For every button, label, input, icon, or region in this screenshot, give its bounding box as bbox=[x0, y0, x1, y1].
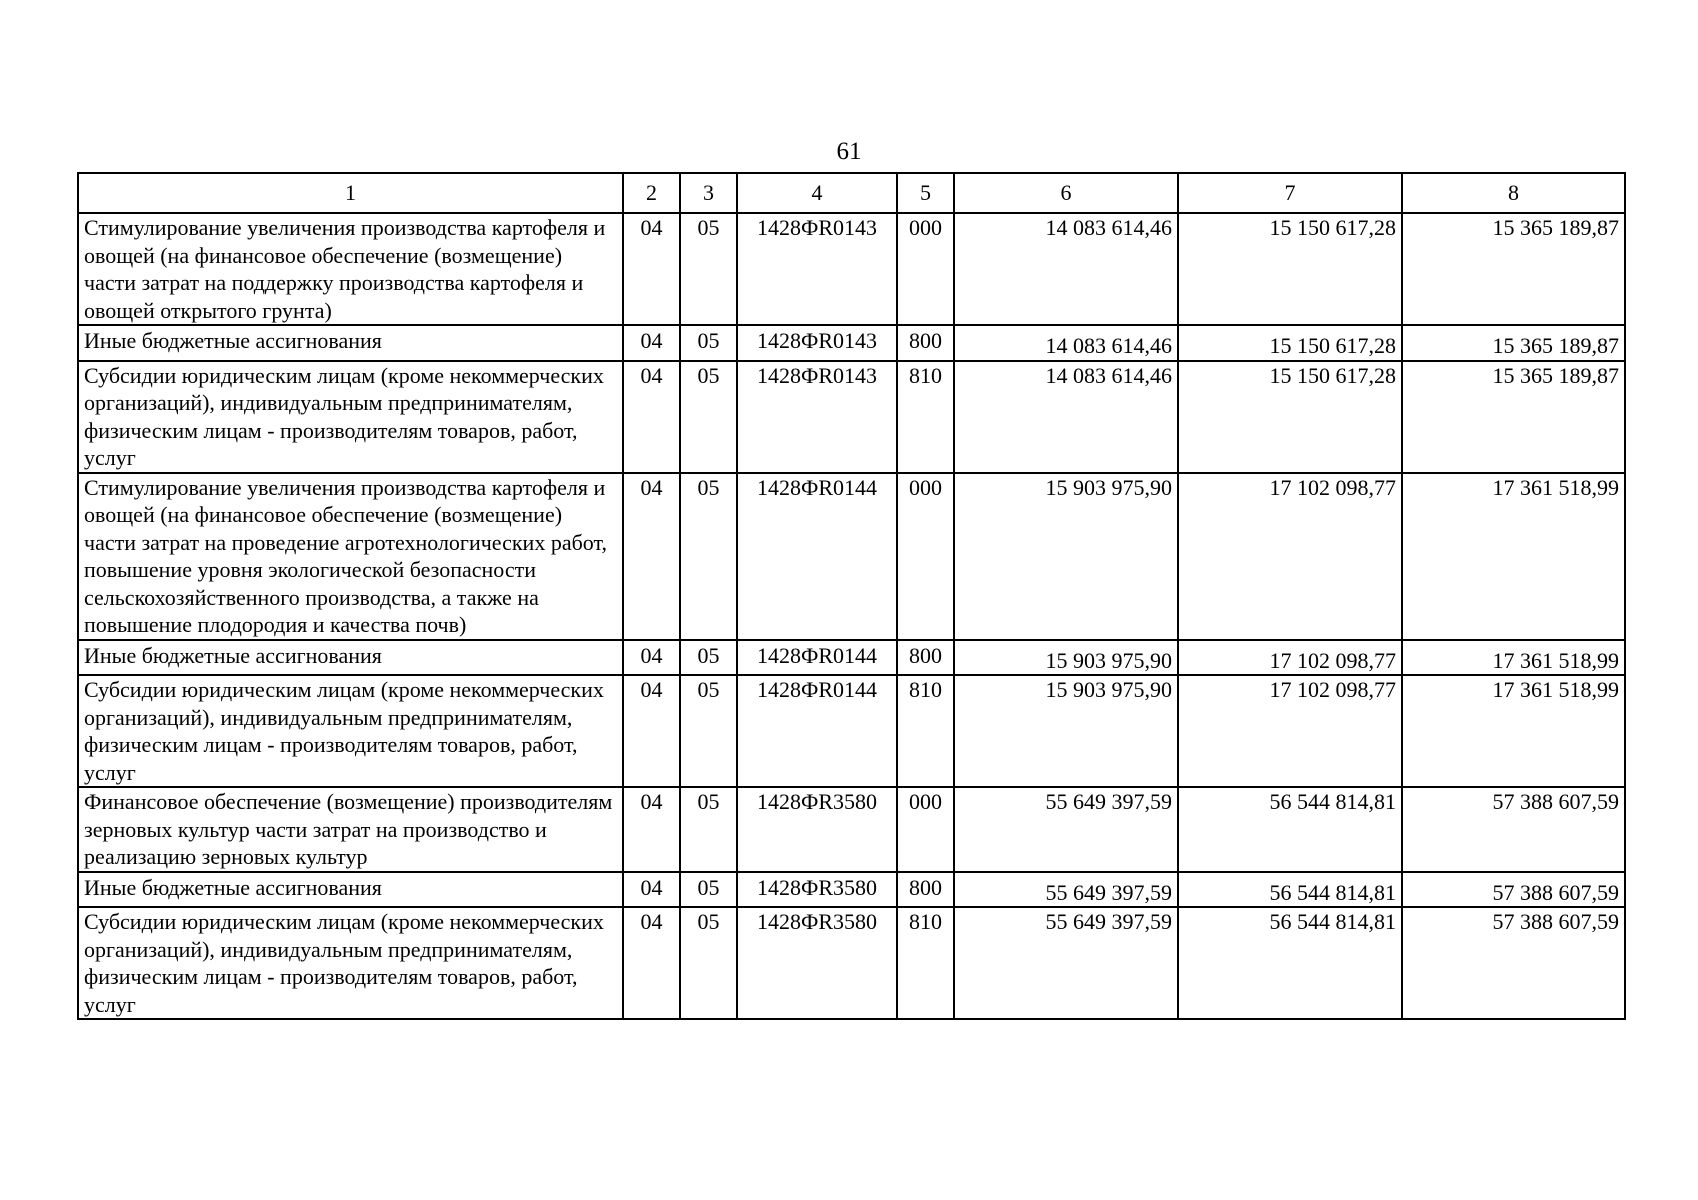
row-subsection: 05 bbox=[680, 361, 737, 473]
row-target-code: 1428ФR0144 bbox=[737, 473, 897, 640]
row-target-code: 1428ФR0144 bbox=[737, 675, 897, 787]
row-name: Иные бюджетные ассигнования bbox=[78, 872, 623, 908]
column-header-4: 4 bbox=[737, 173, 897, 213]
row-subsection: 05 bbox=[680, 473, 737, 640]
row-name: Иные бюджетные ассигнования bbox=[78, 640, 623, 676]
row-subsection: 05 bbox=[680, 907, 737, 1019]
row-amount-8: 57 388 607,59 bbox=[1402, 872, 1625, 908]
row-target-code: 1428ФR0143 bbox=[737, 325, 897, 361]
table-row bbox=[78, 361, 1625, 473]
row-section: 04 bbox=[623, 675, 680, 787]
row-amount-6: 15 903 975,90 bbox=[954, 473, 1178, 640]
row-amount-6: 14 083 614,46 bbox=[954, 325, 1178, 361]
column-header-5: 5 bbox=[897, 173, 954, 213]
row-amount-8: 15 365 189,87 bbox=[1402, 361, 1625, 473]
table-row bbox=[78, 907, 1625, 1019]
row-amount-7: 15 150 617,28 bbox=[1178, 213, 1402, 325]
row-amount-6: 15 903 975,90 bbox=[954, 640, 1178, 676]
row-subsection: 05 bbox=[680, 872, 737, 908]
row-amount-8: 15 365 189,87 bbox=[1402, 213, 1625, 325]
row-section: 04 bbox=[623, 361, 680, 473]
table-row bbox=[78, 213, 1625, 325]
row-name: Субсидии юридическим лицам (кроме некоммерческих организаций), индивидуальным предпринимателям, физическим лицам - производителям товаров, работ, услуг bbox=[78, 907, 623, 1019]
page-number: 61 bbox=[836, 138, 862, 165]
table-row bbox=[78, 640, 1625, 676]
row-name: Стимулирование увеличения производства картофеля и овощей (на финансовое обеспечение (возмещение) части затрат на проведение агротехнологических работ, повышение уровня экологической безопасности сельскохозяйственного производства, а также на повышение плодородия и качества почв) bbox=[78, 473, 623, 640]
column-header-8: 8 bbox=[1402, 173, 1625, 213]
header-row bbox=[78, 173, 1625, 213]
row-name: Субсидии юридическим лицам (кроме некоммерческих организаций), индивидуальным предпринимателям, физическим лицам - производителям товаров, работ, услуг bbox=[78, 361, 623, 473]
row-name: Иные бюджетные ассигнования bbox=[78, 325, 623, 361]
row-amount-8: 17 361 518,99 bbox=[1402, 640, 1625, 676]
row-expense-type: 000 bbox=[897, 213, 954, 325]
row-amount-7: 17 102 098,77 bbox=[1178, 640, 1402, 676]
row-expense-type: 800 bbox=[897, 325, 954, 361]
row-amount-8: 17 361 518,99 bbox=[1402, 473, 1625, 640]
row-amount-6: 55 649 397,59 bbox=[954, 907, 1178, 1019]
table-row bbox=[78, 473, 1625, 640]
row-section: 04 bbox=[623, 787, 680, 872]
row-expense-type: 810 bbox=[897, 907, 954, 1019]
row-target-code: 1428ФR0143 bbox=[737, 213, 897, 325]
row-amount-7: 15 150 617,28 bbox=[1178, 361, 1402, 473]
table-row bbox=[78, 872, 1625, 908]
column-header-6: 6 bbox=[954, 173, 1178, 213]
row-expense-type: 000 bbox=[897, 473, 954, 640]
row-amount-6: 14 083 614,46 bbox=[954, 213, 1178, 325]
row-name: Субсидии юридическим лицам (кроме некоммерческих организаций), индивидуальным предпринимателям, физическим лицам - производителям товаров, работ, услуг bbox=[78, 675, 623, 787]
row-subsection: 05 bbox=[680, 787, 737, 872]
row-amount-7: 56 544 814,81 bbox=[1178, 872, 1402, 908]
row-target-code: 1428ФR3580 bbox=[737, 787, 897, 872]
row-target-code: 1428ФR0143 bbox=[737, 361, 897, 473]
row-target-code: 1428ФR0144 bbox=[737, 640, 897, 676]
row-expense-type: 810 bbox=[897, 675, 954, 787]
column-header-2: 2 bbox=[623, 173, 680, 213]
row-subsection: 05 bbox=[680, 675, 737, 787]
table-row bbox=[78, 675, 1625, 787]
row-subsection: 05 bbox=[680, 213, 737, 325]
row-amount-6: 55 649 397,59 bbox=[954, 872, 1178, 908]
row-section: 04 bbox=[623, 907, 680, 1019]
row-amount-6: 15 903 975,90 bbox=[954, 675, 1178, 787]
row-name: Стимулирование увеличения производства картофеля и овощей (на финансовое обеспечение (возмещение) части затрат на поддержку производства картофеля и овощей открытого грунта) bbox=[78, 213, 623, 325]
row-amount-7: 56 544 814,81 bbox=[1178, 787, 1402, 872]
row-expense-type: 810 bbox=[897, 361, 954, 473]
row-target-code: 1428ФR3580 bbox=[737, 872, 897, 908]
row-name: Финансовое обеспечение (возмещение) производителям зерновых культур части затрат на производство и реализацию зерновых культур bbox=[78, 787, 623, 872]
row-amount-8: 57 388 607,59 bbox=[1402, 907, 1625, 1019]
row-amount-8: 17 361 518,99 bbox=[1402, 675, 1625, 787]
row-section: 04 bbox=[623, 640, 680, 676]
row-amount-7: 17 102 098,77 bbox=[1178, 473, 1402, 640]
budget-table bbox=[77, 172, 1626, 1020]
row-section: 04 bbox=[623, 213, 680, 325]
column-header-3: 3 bbox=[680, 173, 737, 213]
row-target-code: 1428ФR3580 bbox=[737, 907, 897, 1019]
row-subsection: 05 bbox=[680, 325, 737, 361]
row-amount-6: 55 649 397,59 bbox=[954, 787, 1178, 872]
row-amount-8: 57 388 607,59 bbox=[1402, 787, 1625, 872]
row-amount-7: 15 150 617,28 bbox=[1178, 325, 1402, 361]
row-section: 04 bbox=[623, 872, 680, 908]
row-subsection: 05 bbox=[680, 640, 737, 676]
row-expense-type: 800 bbox=[897, 640, 954, 676]
row-amount-6: 14 083 614,46 bbox=[954, 361, 1178, 473]
row-section: 04 bbox=[623, 473, 680, 640]
row-amount-7: 17 102 098,77 bbox=[1178, 675, 1402, 787]
table-row bbox=[78, 325, 1625, 361]
column-header-7: 7 bbox=[1178, 173, 1402, 213]
row-amount-8: 15 365 189,87 bbox=[1402, 325, 1625, 361]
row-expense-type: 800 bbox=[897, 872, 954, 908]
row-amount-7: 56 544 814,81 bbox=[1178, 907, 1402, 1019]
row-expense-type: 000 bbox=[897, 787, 954, 872]
table-row bbox=[78, 787, 1625, 872]
column-header-1: 1 bbox=[78, 173, 623, 213]
row-section: 04 bbox=[623, 325, 680, 361]
